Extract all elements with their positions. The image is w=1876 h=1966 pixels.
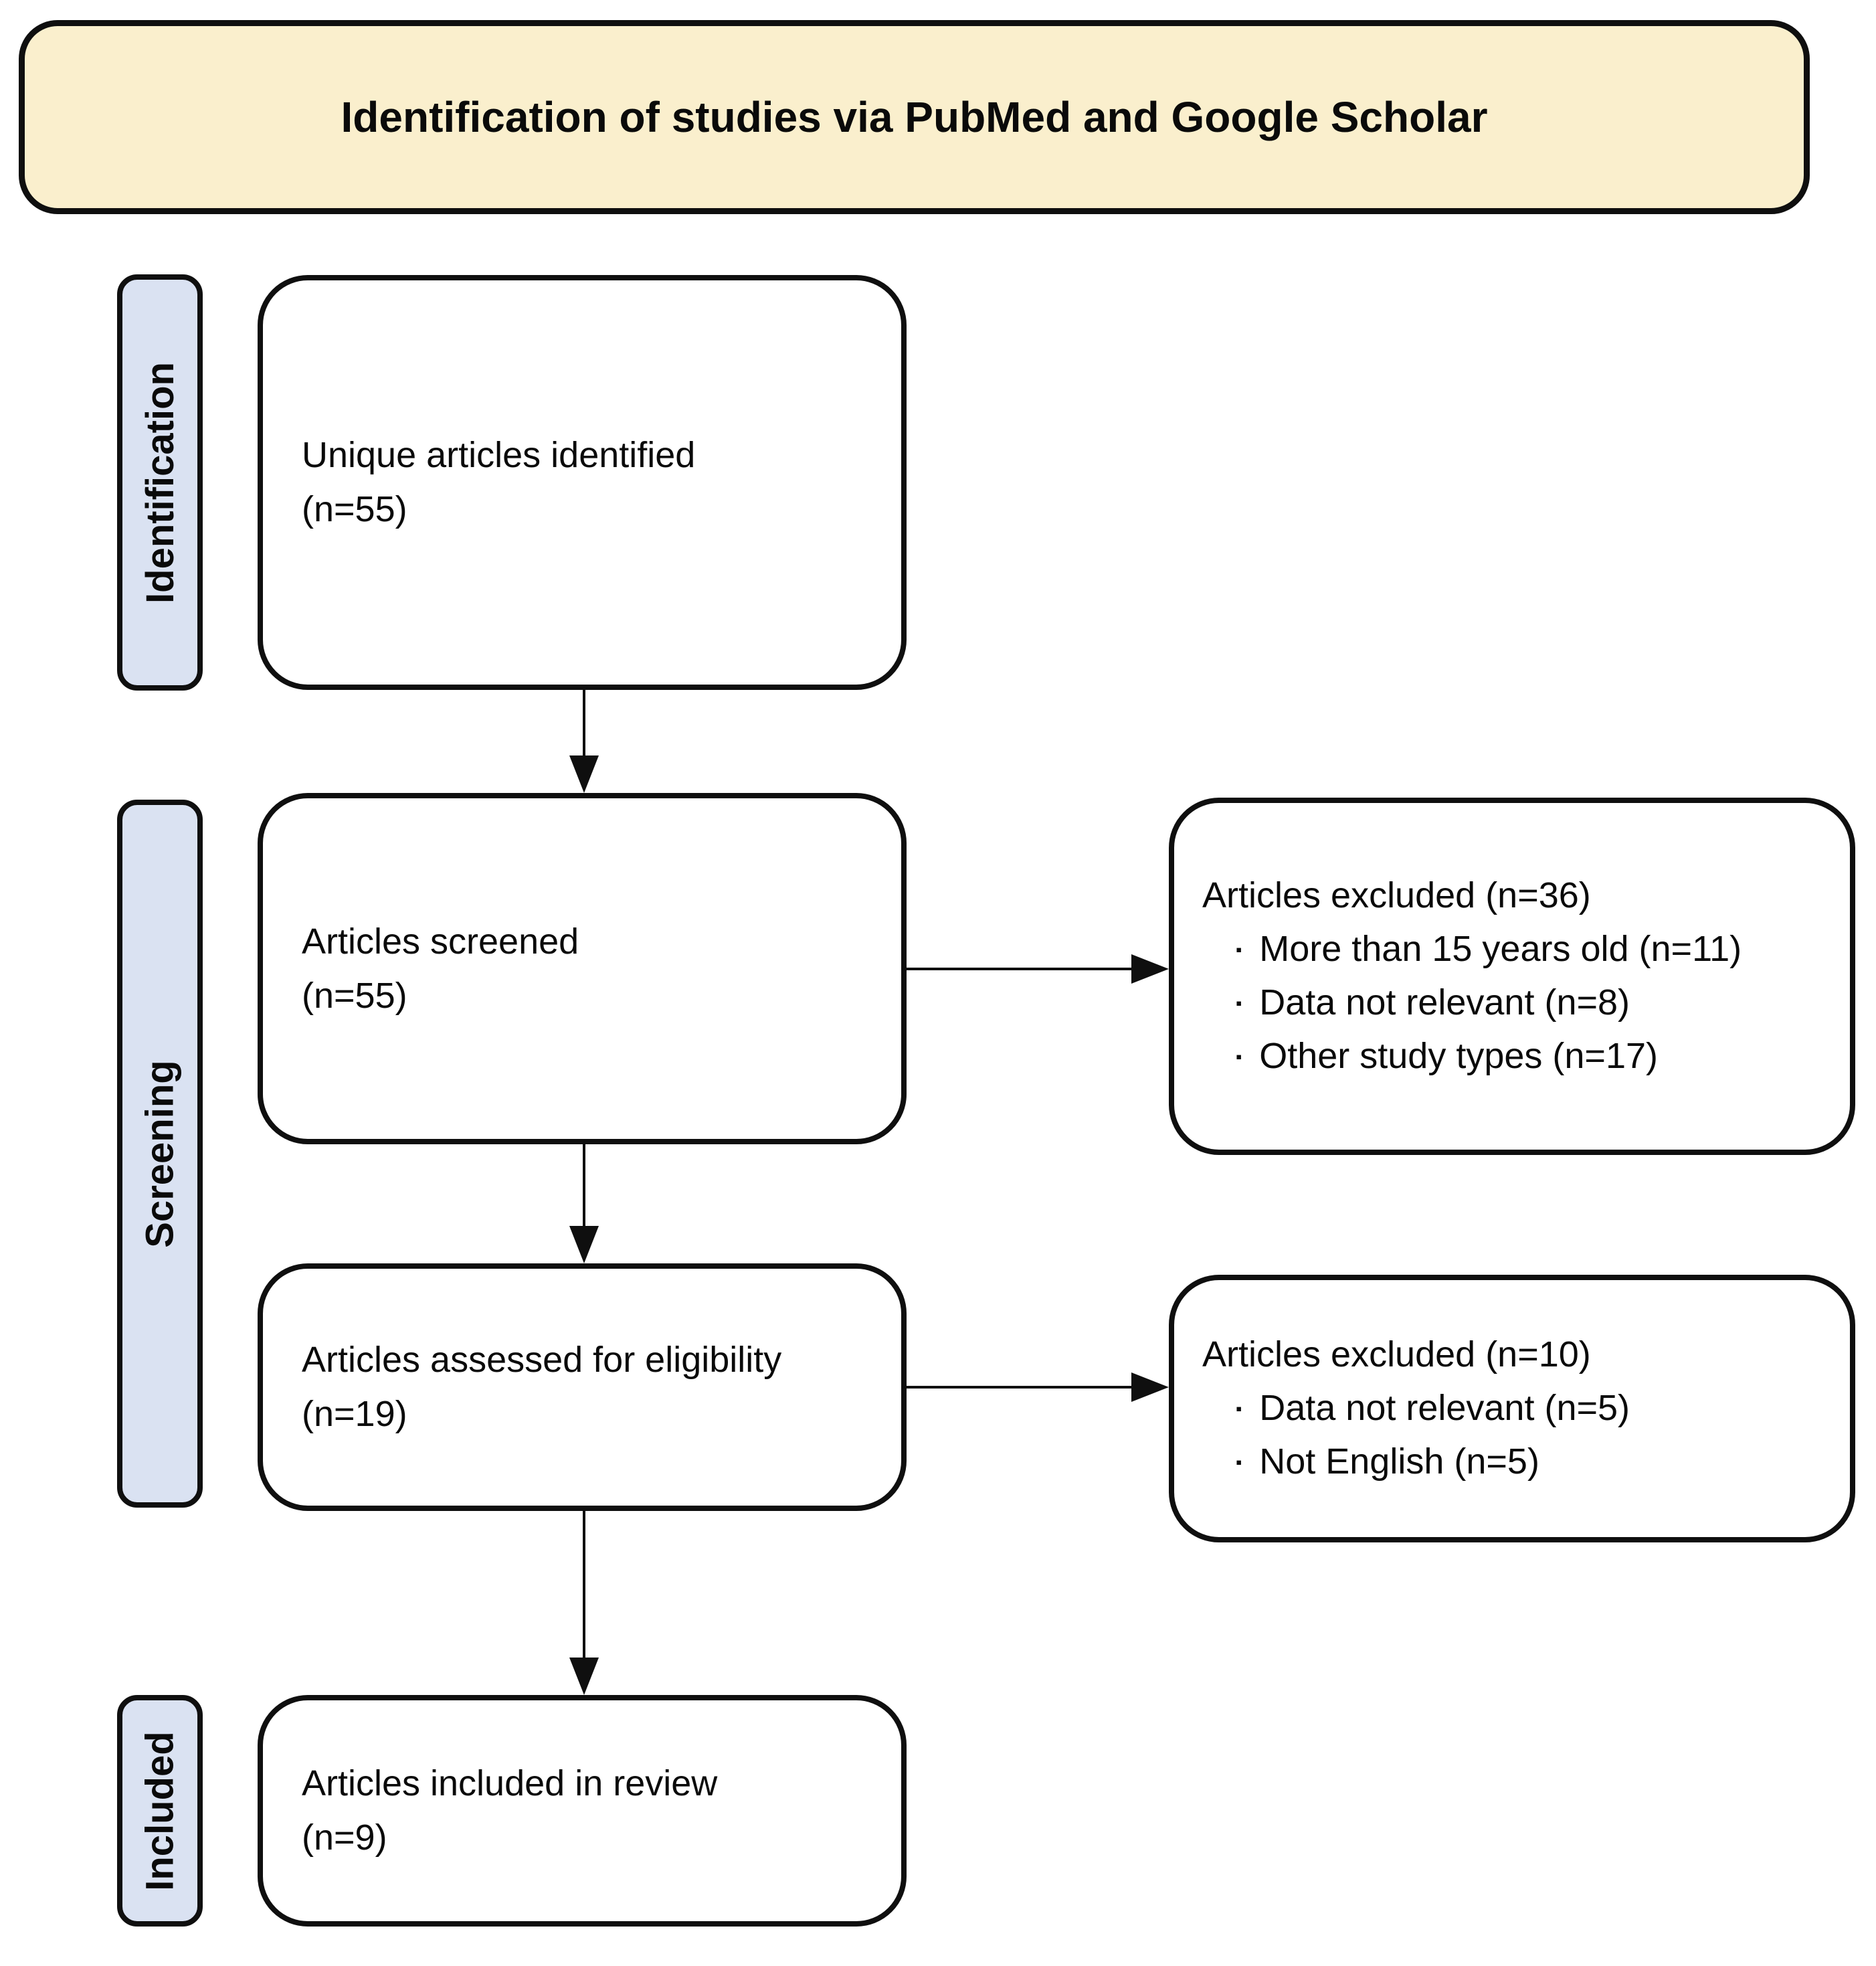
connector-line bbox=[907, 1386, 1133, 1389]
stage-label-identification bbox=[117, 274, 203, 691]
arrow-down-icon bbox=[569, 1226, 599, 1263]
box-unique-articles-identified-count: (n=55) bbox=[302, 489, 407, 529]
stage-label-identification-text: Identification bbox=[138, 361, 182, 604]
bullet-icon: ▪ bbox=[1236, 1046, 1242, 1067]
stage-label-screening-text: Screening bbox=[138, 1059, 182, 1248]
exclusion-box-eligibility bbox=[1169, 1275, 1855, 1542]
connector-line bbox=[583, 1144, 585, 1227]
exclusion-box-eligibility-heading: Articles excluded (n=10) bbox=[1202, 1334, 1591, 1375]
exclusion-item-text: Not English (n=5) bbox=[1259, 1441, 1539, 1482]
box-unique-articles-identified bbox=[258, 275, 907, 690]
exclusion-item bbox=[1202, 1435, 1834, 1489]
exclusion-item bbox=[1202, 923, 1834, 976]
bullet-icon: ▪ bbox=[1236, 992, 1242, 1013]
stage-label-screening bbox=[117, 800, 203, 1508]
exclusion-item bbox=[1202, 1030, 1834, 1083]
diagram-title: Identification of studies via PubMed and Google Scholar bbox=[341, 93, 1488, 141]
exclusion-item-text: Other study types (n=17) bbox=[1259, 1035, 1659, 1076]
arrow-down-icon bbox=[569, 1658, 599, 1695]
box-unique-articles-identified-label: Unique articles identified bbox=[302, 435, 696, 475]
box-articles-included-label: Articles included in review bbox=[302, 1763, 718, 1803]
connector-line bbox=[583, 1511, 585, 1659]
arrow-right-icon bbox=[1131, 954, 1169, 984]
bullet-icon: ▪ bbox=[1236, 939, 1242, 960]
box-articles-screened bbox=[258, 793, 907, 1144]
box-articles-assessed bbox=[258, 1263, 907, 1511]
stage-label-included-text: Included bbox=[138, 1730, 182, 1891]
exclusion-item bbox=[1202, 1382, 1834, 1435]
connector-line bbox=[907, 968, 1133, 970]
box-articles-included bbox=[258, 1695, 907, 1927]
box-articles-assessed-label: Articles assessed for eligibility bbox=[302, 1340, 782, 1380]
bullet-icon: ▪ bbox=[1236, 1398, 1242, 1419]
title-banner bbox=[19, 20, 1810, 214]
exclusion-item-text: More than 15 years old (n=11) bbox=[1259, 929, 1742, 970]
stage-label-included bbox=[117, 1695, 203, 1927]
exclusion-item-text: Data not relevant (n=8) bbox=[1259, 982, 1630, 1022]
exclusion-item bbox=[1202, 976, 1834, 1030]
box-articles-assessed-count: (n=19) bbox=[302, 1394, 407, 1434]
bullet-icon: ▪ bbox=[1236, 1451, 1242, 1472]
connector-line bbox=[583, 690, 585, 758]
box-articles-included-count: (n=9) bbox=[302, 1817, 387, 1858]
exclusion-box-screening bbox=[1169, 798, 1855, 1155]
arrow-right-icon bbox=[1131, 1372, 1169, 1402]
exclusion-box-screening-heading: Articles excluded (n=36) bbox=[1202, 875, 1591, 916]
arrow-down-icon bbox=[569, 755, 599, 793]
exclusion-item-text: Data not relevant (n=5) bbox=[1259, 1388, 1630, 1429]
box-articles-screened-count: (n=55) bbox=[302, 975, 407, 1016]
box-articles-screened-label: Articles screened bbox=[302, 921, 579, 962]
